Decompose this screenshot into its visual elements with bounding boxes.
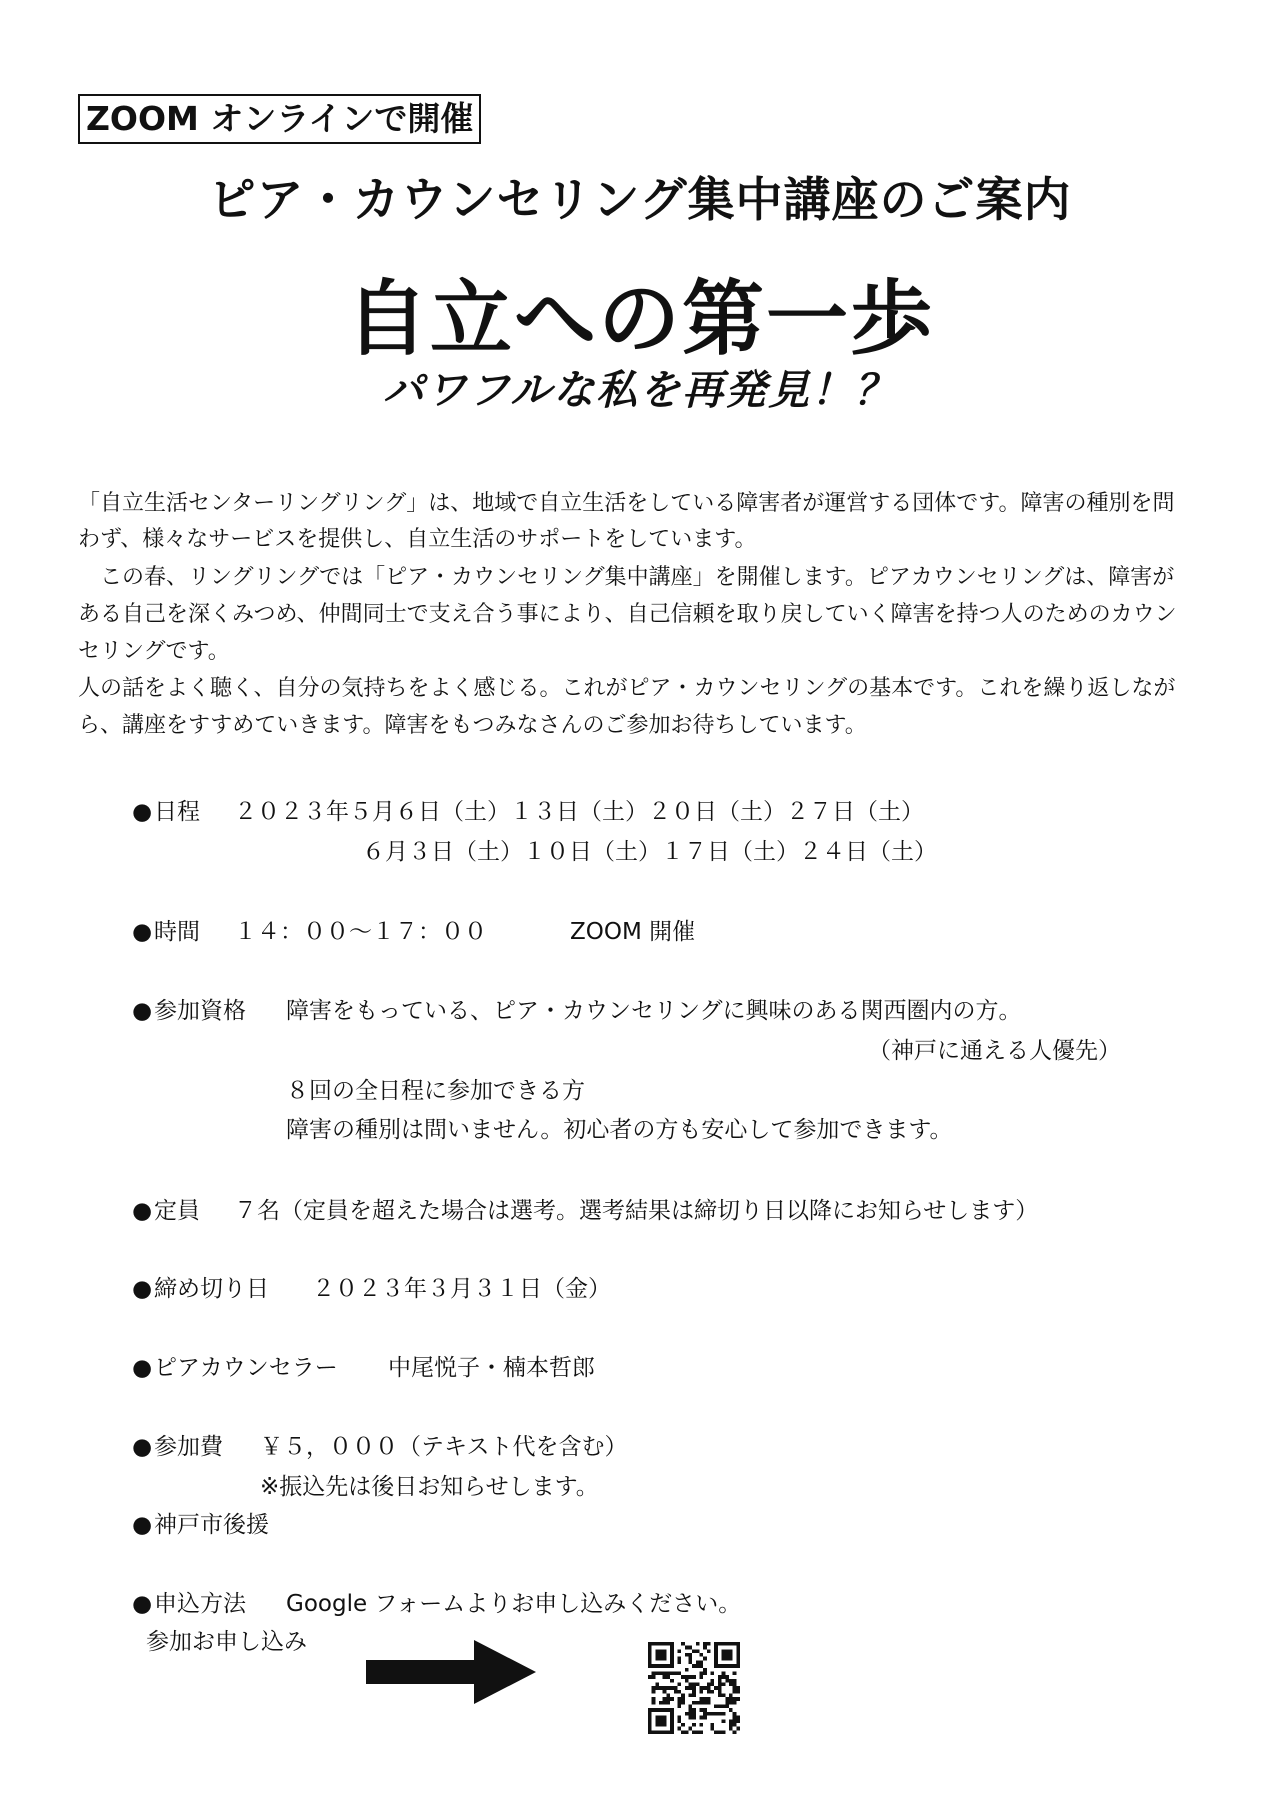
schedule-dates-june: ６月３日（土）１０日（土）１７日（土）２４日（土） <box>362 839 937 865</box>
qr-code[interactable] <box>648 1642 740 1734</box>
fee-value: ￥５，０００（テキスト代を含む） <box>260 1434 628 1460</box>
intro-line: わず、様々なサービスを提供し、自立生活のサポートをしています。 <box>78 527 757 552</box>
apply-label: ●申込方法 <box>132 1591 246 1617</box>
page-title: ピア・カウンセリング集中講座のご案内 <box>208 173 1072 228</box>
subheadline: パワフルな私を再発見！？ <box>382 366 898 414</box>
apply-method: Google フォームよりお申し込みください。 <box>286 1591 742 1617</box>
eligibility-line: 障害をもっている、ピア・カウンセリングに興味のある関西圏内の方。 <box>286 998 1022 1024</box>
headline: 自立への第一歩 <box>345 272 934 367</box>
eligibility-note: （神戸に通える人優先） <box>868 1038 1121 1064</box>
deadline-value: ２０２３年３月３１日（金） <box>312 1276 611 1302</box>
intro-line: 「自立生活センターリングリング」は、地域で自立生活をしている障害者が運営する団体です。障害の種別を問 <box>78 491 1175 516</box>
apply-caption: 参加お申し込み <box>146 1629 307 1655</box>
eligibility-label: ●参加資格 <box>132 998 246 1024</box>
right-arrow-icon <box>366 1640 536 1704</box>
capacity-value: ７名（定員を超えた場合は選考。選考結果は締切り日以降にお知らせします） <box>234 1198 1039 1224</box>
schedule-dates-may: ２０２３年５月６日（土）１３日（土）２０日（土）２７日（土） <box>234 799 924 825</box>
counselor-value: 中尾悦子・楠本哲郎 <box>388 1355 595 1381</box>
time-label: ●時間 <box>132 919 200 945</box>
eligibility-line: 障害の種別は問いません。初心者の方も安心して参加できます。 <box>286 1117 953 1143</box>
intro-line: 人の話をよく聴く、自分の気持ちをよく感じる。これがピア・カウンセリングの基本です。これを繰り返しなが <box>78 676 1176 701</box>
intro-line: ら、講座をすすめていきます。障害をもつみなさんのご参加お待ちしています。 <box>78 713 867 738</box>
online-badge: ZOOM オンラインで開催 <box>78 94 481 144</box>
intro-line: ある自己を深くみつめ、仲間同士で支え合う事により、自己信頼を取り戻していく障害を持つ人のためのカウン <box>78 602 1177 627</box>
schedule-label: ●日程 <box>132 799 200 825</box>
intro-line: セリングです。 <box>78 639 230 664</box>
intro-line: この春、リングリングでは「ピア・カウンセリング集中講座」を開催します。ピアカウンセリングは、障害が <box>78 565 1175 590</box>
sponsor: ●神戸市後援 <box>132 1512 269 1538</box>
counselor-label: ●ピアカウンセラー <box>132 1355 338 1381</box>
time-venue: ZOOM 開催 <box>570 919 696 945</box>
capacity-label: ●定員 <box>132 1198 200 1224</box>
time-value: １４：００～１７：００ <box>234 919 487 945</box>
fee-note: ※振込先は後日お知らせします。 <box>260 1474 599 1500</box>
fee-label: ●参加費 <box>132 1434 223 1460</box>
eligibility-line: ８回の全日程に参加できる方 <box>286 1078 585 1104</box>
deadline-label: ●締め切り日 <box>132 1276 269 1302</box>
